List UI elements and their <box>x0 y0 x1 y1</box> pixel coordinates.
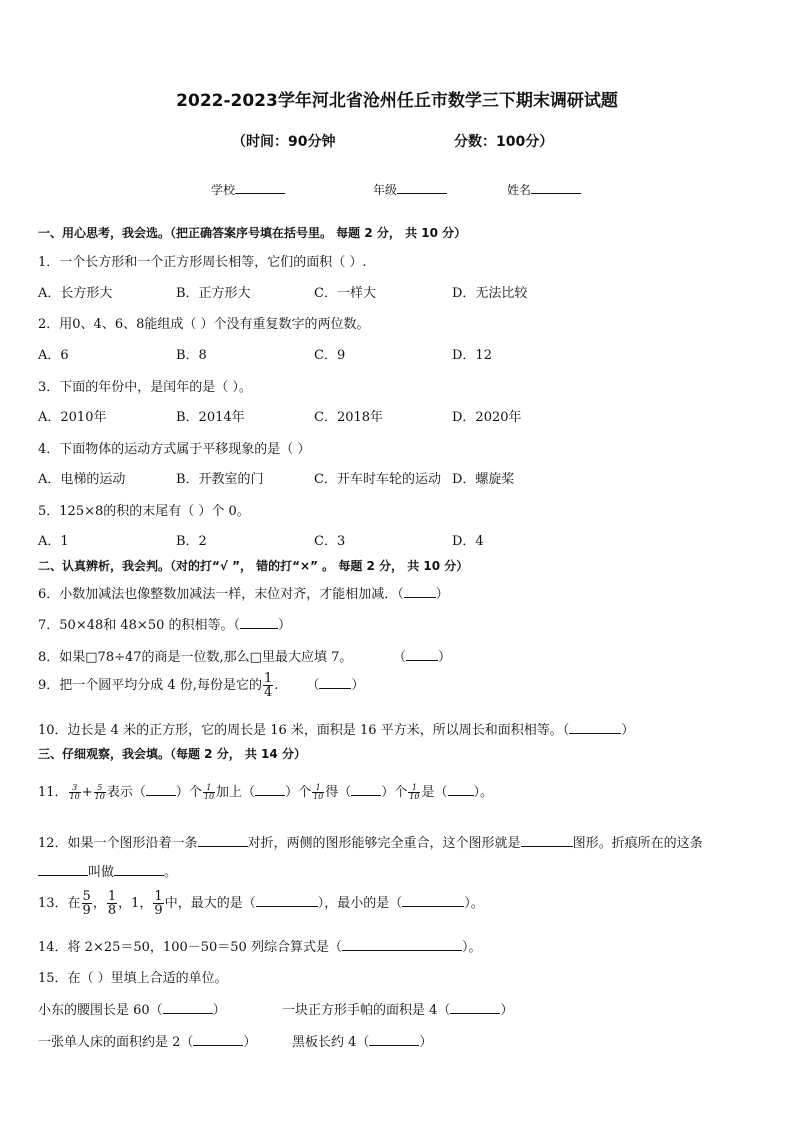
question-12-line-1 <box>38 832 703 851</box>
grade-blank[interactable] <box>397 181 447 194</box>
exam-time: （时间：90分钟 <box>232 134 336 150</box>
q12-text-c: 图形。折痕所在的这条 <box>572 836 703 851</box>
q9-answer-blank[interactable] <box>319 675 351 689</box>
q1-option-d[interactable]: D．无法比较 <box>452 286 528 301</box>
q15-b-close: ） <box>500 1003 514 1018</box>
question-4: 4．下面物体的运动方式属于平移现象的是（ ） <box>38 442 311 457</box>
question-10: 10．边长是 4 米的正方形，它的周长是 16 米，面积是 16 平方米，所以周长和面积相等。（ ） <box>38 719 634 738</box>
q15-d-close: ） <box>419 1035 433 1050</box>
q15-a-close: ） <box>212 1003 226 1018</box>
name-label: 姓名 <box>507 183 532 197</box>
q15-d-text: 黑板长约 4（ <box>292 1035 370 1050</box>
q11-blank-3[interactable] <box>351 782 381 796</box>
question-15: 15．在（ ）里填上合适的单位。 <box>38 971 228 986</box>
question-14 <box>38 936 481 955</box>
q5-option-c[interactable]: C．3 <box>314 534 346 549</box>
name-field[interactable] <box>507 181 581 198</box>
q13-f1-den: 9 <box>82 903 91 918</box>
q11-t2: ）个 <box>175 785 202 800</box>
q11-blank-2[interactable] <box>255 782 285 796</box>
q12-text-d: 叫做 <box>88 865 115 880</box>
q13-f2-num: 1 <box>107 889 117 904</box>
q2-option-c[interactable]: C．9 <box>314 348 346 363</box>
q15-c-blank[interactable] <box>193 1032 243 1046</box>
exam-score: 分数：100分） <box>454 134 554 150</box>
question-9: 9．把一个圆平均分成 4 份,每份是它的 $\frac{1}{4}$ . （ ） <box>38 671 365 700</box>
q15-b-text: 一块正方形手帕的面积是 4（ <box>282 1003 451 1018</box>
q12-blank-1[interactable] <box>198 833 248 847</box>
q15-item-a <box>38 999 226 1018</box>
q2-option-a[interactable]: A．6 <box>38 348 69 363</box>
q11-f5-den: 10 <box>409 792 420 801</box>
q9-period: . <box>274 678 279 693</box>
question-1: 1．一个长方形和一个正方形周长相等，它们的面积（ ）. <box>38 255 367 270</box>
q6-answer-blank[interactable] <box>404 584 436 598</box>
question-2: 2．用0、4、6、8能组成（ ）个没有重复数字的两位数。 <box>38 317 370 332</box>
question-12-line-2 <box>38 861 177 880</box>
section3-heading: 三、仔细观察，我会填。（每题 2 分， 共 14 分） <box>38 747 306 761</box>
q9-fraction <box>263 672 273 699</box>
q12-blank-3[interactable] <box>38 862 88 876</box>
q11-t6: ）个 <box>381 785 408 800</box>
q3-option-c[interactable]: C．2018年 <box>314 410 384 425</box>
q4-option-b[interactable]: B．开教室的门 <box>176 472 264 487</box>
q11-fraction-4 <box>312 784 324 801</box>
q13-t1: 中，最大的是（ <box>164 896 256 911</box>
q3-option-b[interactable]: B．2014年 <box>176 410 245 425</box>
question-11 <box>38 781 493 801</box>
q11-fraction-1 <box>69 784 81 801</box>
q9-fraction-numerator: 1 <box>263 671 273 686</box>
question-3: 3．下面的年份中，是闰年的是（ ）。 <box>38 380 252 395</box>
q13-f2-den: 8 <box>107 903 117 918</box>
q11-f1-den: 10 <box>69 792 80 801</box>
q11-plus: + <box>81 785 93 800</box>
q11-fraction-5 <box>408 784 420 801</box>
q4-option-c[interactable]: C．开车时车轮的运动 <box>314 472 441 487</box>
section1-heading: 一、用心思考，我会选。（把正确答案序号填在括号里。 每题 2 分， 共 10 分） <box>38 226 467 240</box>
section2-heading: 二、认真辨析，我会判。（对的打“√ ”， 错的打“×” 。 每题 2 分， 共 10 分） <box>38 559 469 573</box>
q8-answer-blank[interactable] <box>406 647 438 661</box>
q5-option-a[interactable]: A．1 <box>38 534 69 549</box>
q5-option-b[interactable]: B．2 <box>176 534 207 549</box>
q11-f4-den: 10 <box>313 792 324 801</box>
q15-item-c <box>38 1031 256 1050</box>
name-blank[interactable] <box>531 181 581 194</box>
q13-fraction-3 <box>153 890 163 917</box>
question-13: 13．在 $\frac{5}{9}$ ， $\frac{1}{8}$ ，1， $\frac{1}{9}$ 中，最大的是（ ），最小的是（ ）。 <box>38 889 484 918</box>
q12-blank-2[interactable] <box>521 833 573 847</box>
question-5: 5．125×8的积的末尾有（ ）个 0。 <box>38 504 250 519</box>
q8-answer[interactable]: （ ） <box>393 646 451 665</box>
q15-c-text: 一张单人床的面积约是 2（ <box>38 1035 194 1050</box>
q15-c-close: ） <box>243 1035 257 1050</box>
q13-f3-num: 1 <box>154 889 163 904</box>
grade-field[interactable] <box>373 181 447 198</box>
q11-f5-num: 1 <box>408 784 420 793</box>
q9-text: 9．把一个圆平均分成 4 份,每份是它的 <box>38 678 262 693</box>
q15-b-blank[interactable] <box>450 1000 500 1014</box>
q9-fraction-denominator: 4 <box>263 685 273 700</box>
q4-option-a[interactable]: A．电梯的运动 <box>38 472 126 487</box>
q11-f1-num: 3 <box>69 784 81 793</box>
q11-f2-num: 5 <box>94 784 106 793</box>
q14-blank[interactable] <box>342 937 462 951</box>
q12-text-e: 。 <box>164 865 178 880</box>
school-label: 学校 <box>211 183 236 197</box>
q13-f1-num: 5 <box>82 889 91 904</box>
question-8: 8．如果□78÷47的商是一位数,那么□里最大应填 7。 <box>38 650 353 665</box>
q11-t1: 表示（ <box>106 785 146 800</box>
q13-t3: ）。 <box>464 896 484 911</box>
q13-blank-1[interactable] <box>256 893 318 907</box>
q15-item-b <box>282 999 513 1018</box>
q11-f3-den: 10 <box>203 792 215 801</box>
q11-t7: 是（ <box>421 785 448 800</box>
q14-text: 14．将 2×25＝50，100－50＝50 列综合算式是（ <box>38 940 342 955</box>
grade-label: 年级 <box>373 183 398 197</box>
q11-blank-4[interactable] <box>448 782 474 796</box>
q13-fraction-1 <box>82 890 92 917</box>
q13-mid: ，1， <box>118 896 153 911</box>
q15-item-d <box>292 1031 432 1050</box>
q11-blank-1[interactable] <box>146 782 176 796</box>
q13-fraction-2 <box>107 890 117 917</box>
q4-option-d[interactable]: D．螺旋桨 <box>452 472 515 487</box>
q5-option-d[interactable]: D．4 <box>452 534 484 549</box>
question-7: 7．50×48和 48×50 的积相等。（ ） <box>38 614 291 633</box>
q15-d-blank[interactable] <box>369 1032 419 1046</box>
q3-option-a[interactable]: A．2010年 <box>38 410 107 425</box>
q12-text-b: 对折，两侧的图形能够完全重合，这个图形就是 <box>247 836 521 851</box>
q13-f3-den: 9 <box>154 903 163 918</box>
q10-answer-blank[interactable] <box>569 720 621 734</box>
q10-text: 10．边长是 4 米的正方形，它的周长是 16 米，面积是 16 平方米，所以周长和面积相等。 <box>38 723 563 738</box>
q11-f2-den: 10 <box>94 792 105 801</box>
school-blank[interactable] <box>235 181 285 194</box>
q2-option-b[interactable]: B．8 <box>176 348 207 363</box>
q1-option-c[interactable]: C．一样大 <box>314 286 376 301</box>
q13-prefix: 13．在 <box>38 896 81 911</box>
q15-a-blank[interactable] <box>163 1000 213 1014</box>
q12-blank-4[interactable] <box>114 862 164 876</box>
q11-fraction-2 <box>94 784 106 801</box>
q2-option-d[interactable]: D．12 <box>452 348 492 363</box>
q13-blank-2[interactable] <box>402 893 464 907</box>
q15-a-text: 小东的腰围长是 60（ <box>38 1003 163 1018</box>
q12-text-a: 12．如果一个图形沿着一条 <box>38 836 198 851</box>
q7-answer-blank[interactable] <box>240 615 278 629</box>
q11-t4: ）个 <box>285 785 312 800</box>
q11-fraction-3 <box>203 784 215 801</box>
page-title: 2022-2023学年河北省沧州任丘市数学三下期末调研试题 <box>176 91 618 111</box>
q11-f3-num: 1 <box>203 784 215 793</box>
q1-option-b[interactable]: B．正方形大 <box>176 286 251 301</box>
q1-option-a[interactable]: A．长方形大 <box>38 286 113 301</box>
q11-t5: 得（ <box>325 785 352 800</box>
q7-text: 7．50×48和 48×50 的积相等。 <box>38 618 234 633</box>
school-field[interactable] <box>211 181 285 198</box>
q14-end: ）。 <box>461 940 482 955</box>
q11-t8: ）。 <box>473 785 494 800</box>
q3-option-d[interactable]: D．2020年 <box>452 410 522 425</box>
q11-f4-num: 1 <box>312 784 324 793</box>
q11-prefix: 11． <box>38 785 68 800</box>
q11-t3: 加上（ <box>216 785 256 800</box>
q13-t2: ），最小的是（ <box>317 896 403 911</box>
question-6: 6．小数加减法也像整数加减法一样，末位对齐，才能相加减．（ ） <box>38 583 449 602</box>
q6-text: 6．小数加减法也像整数加减法一样，末位对齐，才能相加减． <box>38 587 398 602</box>
